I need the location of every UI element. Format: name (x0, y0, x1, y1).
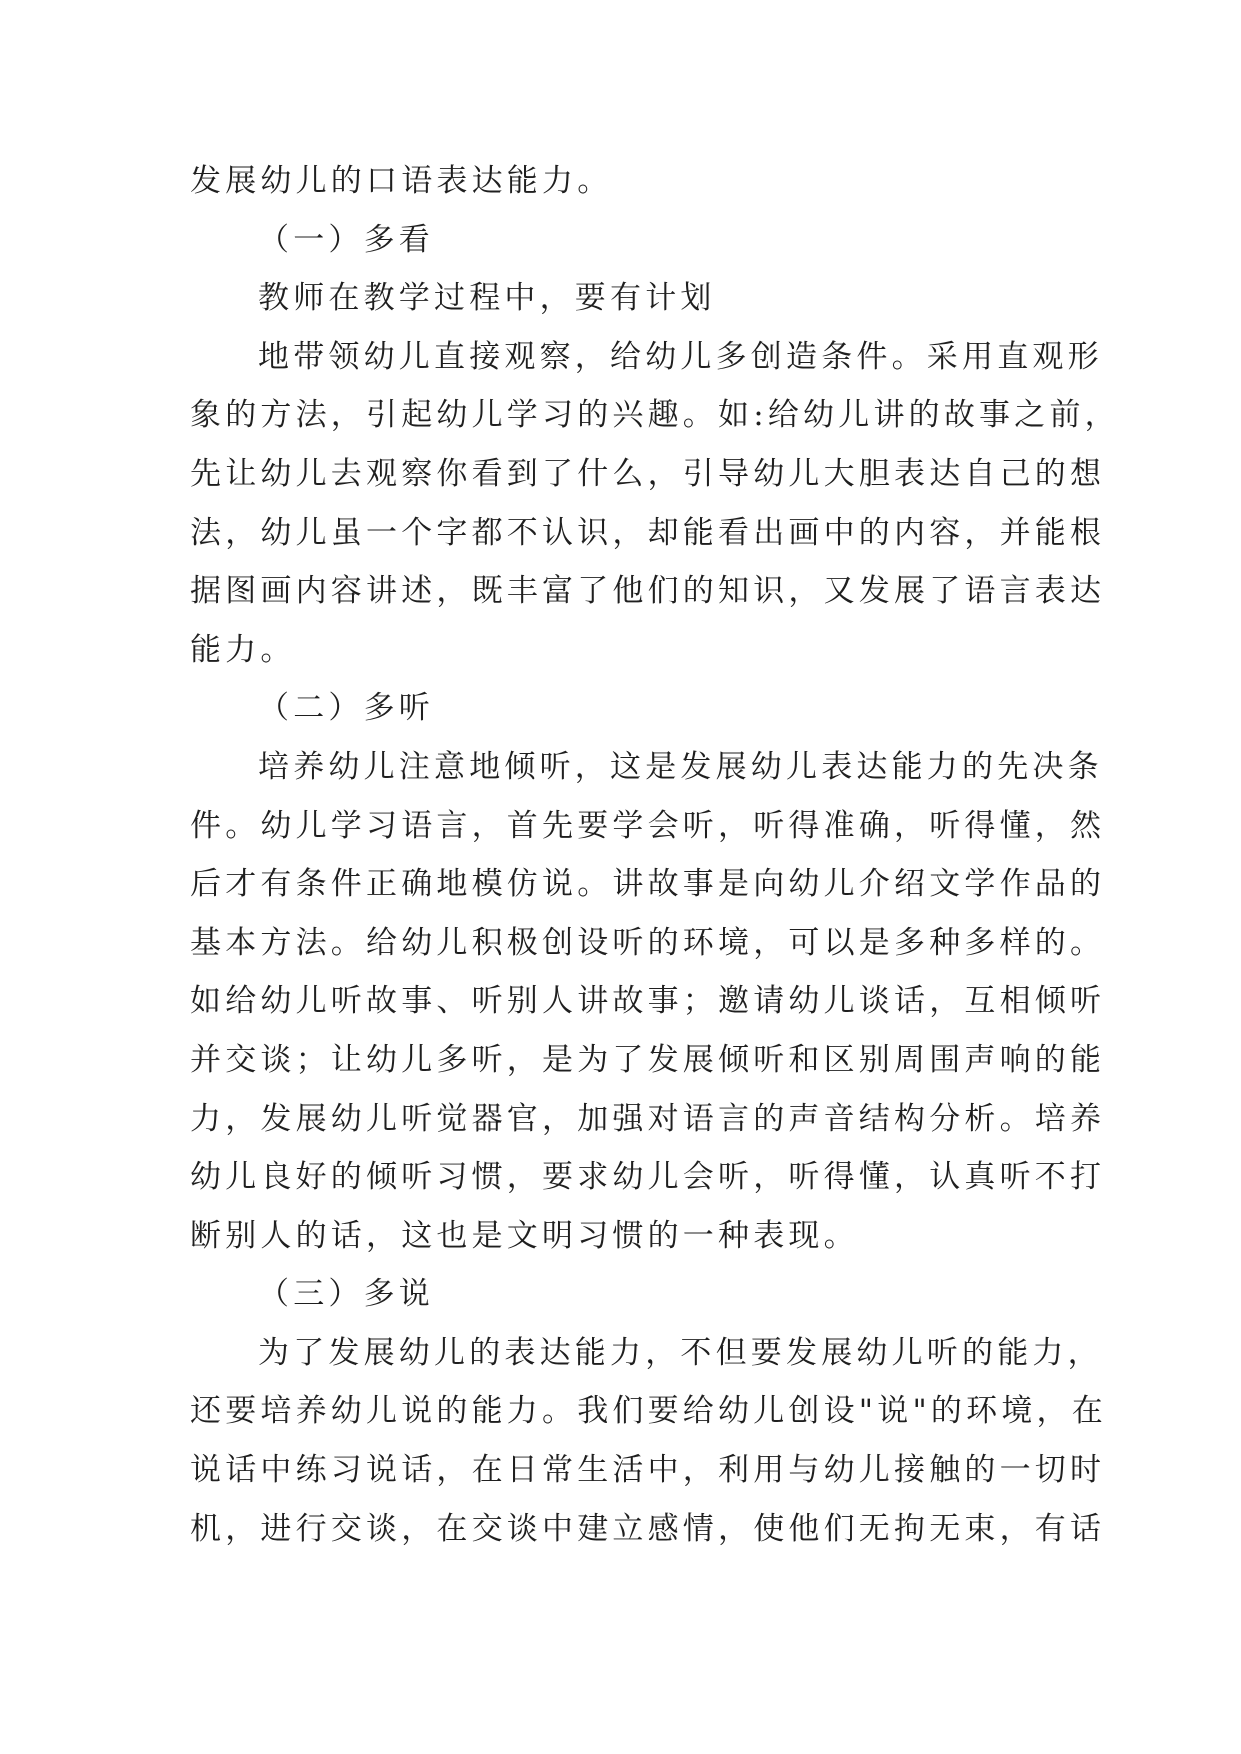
paragraph-line: 并交谈；让幼儿多听，是为了发展倾听和区别周围声响的能 (190, 1041, 1106, 1078)
paragraph-line: 如给幼儿听故事、听别人讲故事；邀请幼儿谈话，互相倾听 (190, 983, 1106, 1020)
section-heading-listen: （二）多听 (258, 690, 434, 727)
paragraph-line: 机，进行交谈，在交谈中建立感情，使他们无拘无束，有话 (190, 1510, 1106, 1547)
paragraph-line: 能力。 (190, 631, 296, 668)
paragraph-line: 断别人的话，这也是文明习惯的一种表现。 (190, 1217, 859, 1254)
paragraph-line: 发展幼儿的口语表达能力。 (190, 163, 613, 199)
paragraph-line: 件。幼儿学习语言，首先要学会听，听得准确，听得懂，然 (190, 807, 1106, 844)
paragraph-line: 幼儿良好的倾听习惯，要求幼儿会听，听得懂，认真听不打 (190, 1159, 1106, 1196)
paragraph-line: 据图画内容讲述，既丰富了他们的知识，又发展了语言表达 (190, 573, 1106, 610)
paragraph-line: 还要培养幼儿说的能力。我们要给幼儿创设"说"的环境，在 (190, 1393, 1107, 1430)
paragraph-line: 地带领幼儿直接观察，给幼儿多创造条件。采用直观形 (258, 338, 1103, 375)
paragraph-line: 为了发展幼儿的表达能力，不但要发展幼儿听的能力， (258, 1334, 1103, 1371)
paragraph-line: 力，发展幼儿听觉器官，加强对语言的声音结构分析。培养 (190, 1100, 1106, 1137)
paragraph-line: 后才有条件正确地模仿说。讲故事是向幼儿介绍文学作品的 (190, 866, 1106, 903)
paragraph-line: 说话中练习说话，在日常生活中，利用与幼儿接触的一切时 (190, 1452, 1106, 1489)
section-heading-speak: （三）多说 (258, 1276, 434, 1313)
paragraph-line: 法，幼儿虽一个字都不认识，却能看出画中的内容，并能根 (190, 514, 1106, 551)
paragraph-line: 教师在教学过程中，要有计划 (258, 280, 716, 317)
section-heading-look: （一）多看 (258, 221, 434, 258)
paragraph-line: 先让幼儿去观察你看到了什么，引导幼儿大胆表达自己的想 (190, 455, 1106, 492)
paragraph-line: 培养幼儿注意地倾听，这是发展幼儿表达能力的先决条 (258, 748, 1103, 785)
body-text (190, 152, 1120, 1558)
paragraph-line: 基本方法。给幼儿积极创设听的环境，可以是多种多样的。 (190, 924, 1106, 961)
paragraph-line: 象的方法，引起幼儿学习的兴趣。如:给幼儿讲的故事之前， (190, 397, 1120, 434)
